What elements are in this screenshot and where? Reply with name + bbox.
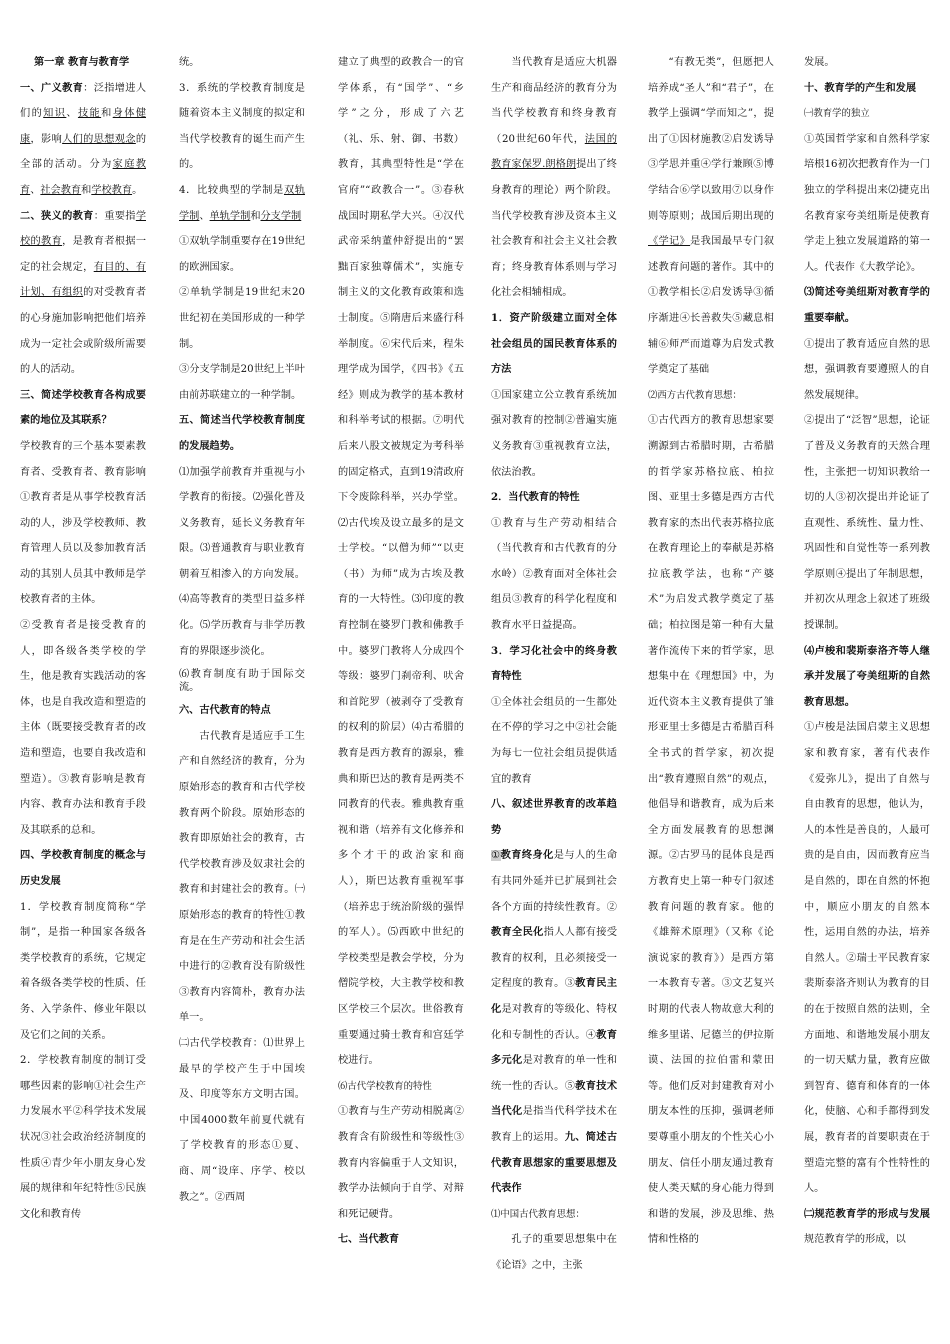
heading: ⑷卢梭和裴斯泰洛齐等人继承并发展了夸美纽斯的自然教育思想。 (804, 644, 930, 708)
paragraph: ①双轨学制重要存在19世纪的欧洲国家。 (179, 236, 305, 273)
paragraph: ①全体社会组员的一生都处在不停的学习之中②社会能为每七一位社会组员提供适宜的教育 (491, 696, 617, 785)
text-column-4 (491, 50, 617, 1340)
heading-section-6: 六、古代教育的特点 (179, 704, 271, 717)
paragraph: ①英国哲学家和自然科学家培根16初次把教育作为一门独立的学科提出来⑵捷克出名教育家夸美纽斯是使教育学走上独立发展道路的第一人。代表作《大教学论》。 (804, 133, 930, 273)
paragraph-broad-education: 一、广义教育：泛指增进人们的知识、技能和身体健康，影响人们的思想观念的全部的活动。分为家庭教育、社会教育和学校教育。 (20, 81, 146, 196)
paragraph: ㈡古代学校教育：⑴世界上最早的学校产生于中国埃及、印度等东方文明古国。中国4000数年前夏代就有了学校教育的形态①夏、商、周“设庠、序学、校以教之”。②西周 (179, 1037, 305, 1203)
paragraph: ⑴中国古代教育思想： (491, 1208, 585, 1220)
text-column-3 (338, 50, 464, 1340)
paragraph: 2．学校教育制度的制订受哪些因素的影响①社会生产力发展水平②科学技术发展状况③社会政治经济制度的性质④青少年小朋友身心发展的规律和年纪特性⑤民族文化和教育传 (20, 1055, 146, 1220)
paragraph: 孔子的重要思想集中在《论语》之中，主张 (491, 1234, 617, 1271)
text-column-5 (648, 50, 774, 1340)
text-column-2 (179, 50, 305, 1340)
paragraph: 统。 (179, 57, 200, 68)
heading: ⑶简述夸美纽斯对教育学的重要奉献。 (804, 286, 930, 324)
paragraph: ①国家建立公立教育系统加强对教育的控制②普遍实施义务教育③重视教育立法，依法治教。 (491, 389, 617, 478)
heading-broad-education: 一、广义教育 (20, 81, 84, 94)
paragraph-modern-education: 当代教育是适应大机器生产和商品经济的教育分为当代学校教育和终身教育（20世纪60年代，法国的教育家保罗.朗格朗提出了终身教育的理论）两个阶段。当代学校教育涉及资本主义社会教育和社会主义社会教育；终身教育体系则与学习化社会相辅相成。 (491, 57, 617, 299)
paragraph: ⑹古代学校教育的特性 (338, 1080, 432, 1092)
paragraph: ⑹教育制度有助于国际交流。 (179, 669, 305, 694)
document-page (18, 50, 938, 1340)
paragraph: 古代教育是适应手工生产和自然经济的教育，分为原始形态的教育和古代学校教育两个阶段。原始形态的教育即原始社会的教育，古代学校教育涉及奴隶社会的教育和封建社会的教育。㈠原始形态的教育的特性①教育是在生产劳动和社会生活中进行的②教育没有阶级性③教育内容简朴，教育办法单一。 (179, 730, 305, 1024)
heading-section-3: 三、简述学校教育各构成要素的地位及其联系？ (20, 388, 146, 427)
paragraph: ⑴加强学前教育并重视与小学教育的衔接。⑵强化普及义务教育，延长义务教育年限。⑶普通教育与职业教育朝着互相渗入的方向发展。⑷高等教育的类型日益多样化。⑸学历教育与非学历教育的界限逐步淡化。 (179, 466, 305, 657)
paragraph: ⑵西方古代教育思想： (648, 389, 742, 401)
paragraph: ①提出了教育适应自然的思想，强调教育要遵照人的自然发展规律。 (804, 338, 930, 401)
paragraph: ②受教育者是接受教育的人，即各级各类学校的学生，他是教育实践活动的客体，也是自我改造和塑造的主体（既要接受教育者的改造和塑造，也要自我改造和塑造）。③教育影响是教育内容、教育办法和教育手段及其联系的总和。 (20, 620, 146, 836)
paragraph: ㈠教育学的独立 (804, 108, 870, 120)
text-column-6 (804, 50, 930, 1340)
paragraph-typical-school-systems: 4．比较典型的学制是双轨学制、单轨学制和分支学制 (179, 184, 305, 222)
paragraph-narrow-education: 二、狭义的教育：重要指学校的教育，是教育者根据一定的社会规定，有目的、有计划、有组织的对受教育者的心身施加影响把他们培养成为一定社会或阶级所需要的人的活动。 (20, 209, 146, 376)
heading-section-9: 九、简述古代教育思想家的重要思想及代表作 (491, 1130, 617, 1195)
heading-narrow-education: 二、狭义的教育 (20, 209, 94, 222)
paragraph-confucius: “有教无类”，但愿把人培养成“圣人”和“君子”，在教学上强调“学而知之”，提出了①因材施教②启发诱导③学思并重④学行兼顾⑤博学结合⑥学以致用⑦以身作则等原则；战国后期出现的《学记》是我国最早专门叙述教育问题的著作。其中的①教学相长②启发诱导③循序渐进④长善救失⑤藏息相辅⑥师严而道尊为启发式教学奠定了基础 (648, 57, 774, 376)
paragraph-normative-pedagogy: ㈡规范教育学的形成与发展规范教育学的形成，以 (804, 1207, 930, 1246)
heading: 3．学习化社会中的终身教育特性 (491, 644, 617, 683)
paragraph: 3．系统的学校教育制度是随着资本主义制度的拟定和当代学校教育的诞生而产生的。 (179, 82, 305, 171)
paragraph: ①卢梭是法国启蒙主义思想家和教育家，著有代表作《爱弥儿》，提出了自然与自由教育的思想，他认为，人的本性是善良的，人最可贵的是自由，因而教育应当是自然的，即在自然的怀抱中，顺应小朋友的自然本性，运用自然的办法，培养自然人。②瑞士平民教育家裴斯泰洛齐则认为教育的目的在于按照自然的法则，全方面地、和谐地发展小朋友的一切天赋力量，教育应做到智育、德育和体育的一体化，使脑、心和手都得到发展，教育者的首要职责在于塑造完整的富有个性特性的人。 (804, 722, 930, 1195)
heading-section-4: 四、学校教育制度的概念与历史发展 (20, 849, 146, 887)
paragraph: ①教育与生产劳动相脱离②教育含有阶级性和等级性③教育内容偏重于人文知识，教学办法倾向于自学、对辩和死记硬背。 (338, 1106, 464, 1220)
paragraph: ②提出了“泛智”思想，论证了普及义务教育的天然合理性，主张把一切知识教给一切的人③初次提出并论证了直观性、系统性、量力性、巩固性和自觉性等一系列教学原则④提出了年制思想，并初次从理念上叙述了班级授课制。 (804, 415, 930, 632)
paragraph-reform-trends: ①教育终身化是与人的生命有共同外延并已扩展到社会各个方面的持续性教育。②教育全民化指人人都有接受教育的权利，且必须接受一定程度的教育。③教育民主化是对教育的等级化、特权化和专制性的否认。④教育多元化是对教育的单一性和统一性的否认。⑤教育技术当代化是指当代科学技术在教育上的运用。九、简述古代教育思想家的重要思想及代表作 (491, 849, 617, 1195)
heading-section-7: 七、当代教育 (338, 1233, 400, 1246)
chapter-title: 第一章 教育与教育学 (34, 56, 130, 68)
heading: 2．当代教育的特性 (491, 491, 580, 504)
heading-section-5: 五、简述当代学校教育制度的发展趋势。 (179, 414, 305, 452)
paragraph: 学校教育的三个基本要素教育者、受教育者、教育影响①教育者是从事学校教育活动的人，涉及学校教师、教育管理人员以及参加教育活动的其别人员其中教师是学校教育者的主体。 (20, 440, 146, 606)
heading-section-10: 十、教育学的产生和发展 (804, 81, 917, 94)
paragraph: ①古代西方的教育思想家要溯源到古希腊时期，古希腊的哲学家苏格拉底、柏拉图、亚里士多德是西方古代教育家的杰出代表苏格拉底在教育理论上的奉献是苏格拉底教学法，也称“产婆术”为启发式教学奠定了基础；柏拉图是第一种有大量著作流传下来的哲学家，思想集中在《理想国》中，为近代资本主义教育提供了雏形亚里士多德是古希腊百科全书式的哲学家，初次提出“教育遵照自然”的观点，他倡导和谐教育，成为后来全方面发展教育的思想渊源。②古罗马的昆体良是西方教育史上第一种专门叙述教育问题的教育家。他的《雄辩术原理》（又称《论演说家的教育》）是西方第一本教育专著。③文艺复兴时期的代表人物故意大利的维多里诺、尼德兰的伊拉斯谟、法国的拉伯雷和蒙田等。他们反对封建教育对小朋友本性的压抑，强调老师要尊重小朋友的个性关心小朋友、信任小朋友通过教育使人类天赋的身心能力得到和谐的发展，涉及思维、热情和性格的 (648, 415, 774, 1246)
paragraph: 发展。 (804, 57, 835, 68)
heading: 1．资产阶级建立面对全体社会组员的国民教育体系的方法 (491, 311, 617, 376)
text-column-1 (20, 50, 146, 1340)
paragraph: 1．学校教育制度简称“学制”，是指一种国家各级各类学校教育的系统，它规定着各级各类学校的性质、任务、入学条件、修业年限以及它们之间的关系。 (20, 901, 146, 1041)
paragraph: ①教育与生产劳动相结合（当代教育和古代教育的分水岭）②教育面对全体社会组员③教育的科学化程度和教育水平日益提高。 (491, 517, 617, 632)
paragraph: ③分支学制是20世纪上半叶由前苏联建立的一种学制。 (179, 364, 305, 401)
paragraph: ②单轨学制是19世纪末20世纪初在美国形成的一种学制。 (179, 287, 305, 350)
heading-section-8: 八、叙述世界教育的改革趋势 (491, 798, 617, 836)
paragraph: 建立了典型的政教合一的官学体系，有“国学”、“乡学”之分，形成了六艺（礼、乐、射、御、书数）教育，其典型特性是“学在官府”“政教合一”。③春秋战国时期私学大兴。④汉代武帝采纳董仲舒提出的“罢黜百家独尊儒术”，实施专制主义的文化教育政策和选士制度。⑤隋唐后来盛行科举制度。⑥宋代后来，程朱理学成为国学，《四书》《五经》则成为教学的基本教材和科举考试的根据。⑦明代后来八股文被规定为考科举的固定格式，直到19清政府下令废除科举，兴办学堂。⑵古代埃及设立最多的是文士学校。“以僧为师”“以吏（书）为师”成为古埃及教育的一大特性。⑶印度的教育控制在婆罗门教和佛教手中。婆罗门教将人分成四个等级：婆罗门刹帝利、吠舍和首陀罗（被剥夺了受教育的权利的阶层）⑷古希腊的教育是西方教育的源泉，雅典和斯巴达的教育是两类不同教育的代表。雅典教育重视和谐（培养有文化修养和多个才干的政治家和商人），斯巴达教育重视军事（培养忠于统治阶级的强悍的军人）。⑸西欧中世纪的学校类型是教会学校，分为僧院学校，大主教学校和教区学校三个层次。世俗教育重要通过骑士教育和宫廷学校进行。 (338, 57, 464, 1067)
